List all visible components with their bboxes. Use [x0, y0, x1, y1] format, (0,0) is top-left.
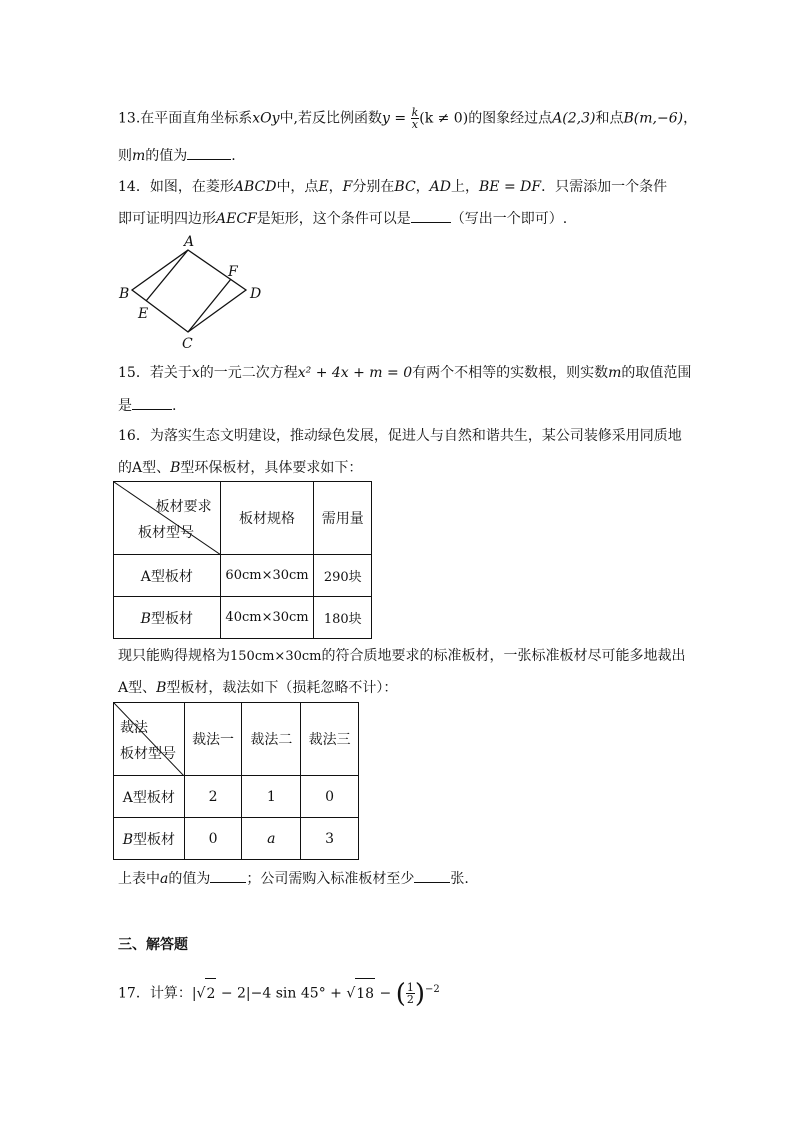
table1-cell: 60cm×30cm [220, 555, 314, 597]
sqrt-sign: √ [196, 985, 206, 1002]
table2-cell: a [242, 818, 301, 860]
label-b: B [119, 286, 130, 302]
q15-line2: 是 . [118, 395, 176, 416]
rhombus-figure [112, 232, 272, 352]
fraction-one-half: $\frac{1}{2}$ [406, 981, 414, 1007]
answer-blank [187, 145, 231, 160]
q16-line4: A型、B型板材，裁法如下（损耗忽略不计）： [118, 680, 398, 696]
coord-system: xOy [252, 110, 280, 127]
corner-diagonal [114, 703, 184, 776]
q16-line1: 16．为落实生态文明建设，推动绿色发展，促进人与自然和谐共生，某公司装修采用同质地 [118, 428, 682, 444]
answer-blank [132, 395, 172, 410]
fraction-k-over-x: $\frac{k}{x}$ [411, 106, 419, 131]
q15-line1: 15．若关于x的一元二次方程x² + 4x + m = 0有两个不相等的实数根，则实数m的取值范围 [118, 365, 692, 381]
answer-blank [411, 208, 451, 223]
rhombus-abcd [132, 250, 246, 332]
label-d: D [250, 286, 262, 302]
q13-line2: 则m的值为 . [118, 145, 236, 166]
table2-header: 裁法三 [301, 703, 359, 776]
q14-line1: 14．如图，在菱形ABCD中，点E，F分别在BC，AD上，BE = DF．只需添加一个条件 [118, 179, 668, 195]
q13-line1: 13.在平面直角坐标系xOy中,若反比例函数y = $\frac{k}{x}$ (k ≠ 0)的图象经过点A(2,3)和点B(m,−6)， [118, 106, 698, 131]
table2-row-label: A型板材 [114, 776, 185, 818]
table1-row-label: A型板材 [114, 555, 221, 597]
q17-line: 17．计算：|√2 − 2|−4 sin 45° + √18 − ( $\frac{1}{2}$ )$^{-2}$ [118, 978, 440, 1009]
q16-line3: 现只能购得规格为150cm×30cm的符合质地要求的标准板材，一张标准板材尽可能多地裁出 [118, 648, 686, 664]
answer-blank [210, 868, 246, 883]
table2-cell: 2 [184, 776, 242, 818]
q16-line2: 的A型、B型环保板材，具体要求如下： [118, 460, 363, 476]
answer-blank [414, 868, 450, 883]
cutting-methods-table [113, 702, 359, 860]
table2-cell: 0 [301, 776, 359, 818]
table2-cell: 1 [242, 776, 301, 818]
q14-line2: 即可证明四边形AECF是矩形，这个条件可以是 （写出一个即可）. [118, 208, 567, 229]
table1-row-label: B型板材 [114, 597, 221, 639]
table2-header: 裁法一 [184, 703, 242, 776]
label-f: F [228, 264, 238, 280]
label-a: A [184, 234, 195, 250]
table2-corner: 裁法 板材型号 [114, 703, 185, 776]
table1-cell: 180块 [314, 597, 372, 639]
label-c: C [182, 336, 193, 352]
table1-header-spec: 板材规格 [220, 482, 314, 555]
sqrt-sign: √ [346, 985, 356, 1002]
table2-cell: 3 [301, 818, 359, 860]
table1-header-qty: 需用量 [314, 482, 372, 555]
corner-diagonal [114, 482, 221, 555]
table2-cell: 0 [184, 818, 242, 860]
q16-line5: 上表中a的值为 ；公司需购入标准板材至少 张. [118, 868, 469, 889]
section-heading: 三、解答题 [118, 937, 188, 953]
table1-cell: 290块 [314, 555, 372, 597]
table1-cell: 40cm×30cm [220, 597, 314, 639]
requirements-table [113, 481, 372, 639]
label-e: E [138, 306, 149, 322]
table2-header: 裁法二 [242, 703, 301, 776]
table1-corner: 板材要求 板材型号 [114, 482, 221, 555]
table2-row-label: B型板材 [114, 818, 185, 860]
